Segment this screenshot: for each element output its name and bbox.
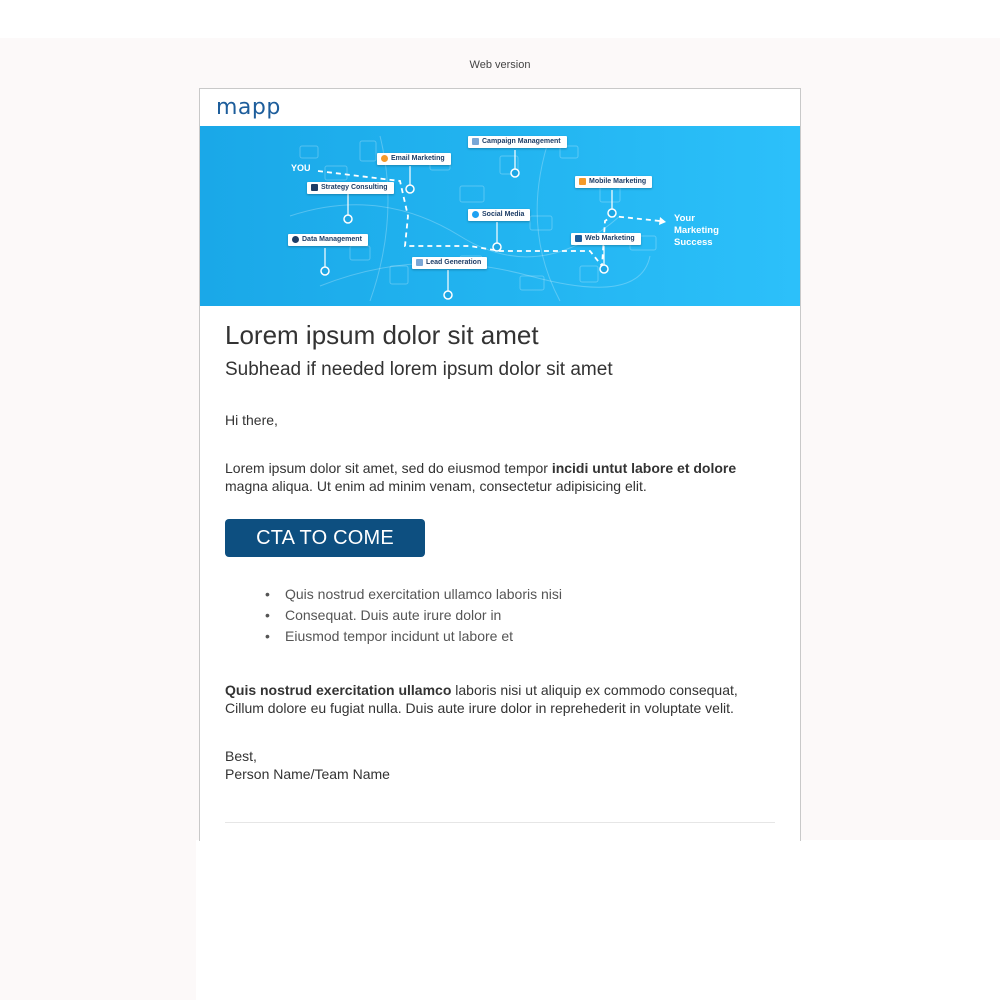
signature: Person Name/Team Name [225, 766, 390, 782]
email-card [199, 88, 801, 841]
logo-text: mapp [216, 95, 281, 120]
calendar-icon [472, 138, 479, 145]
body-paragraph: Quis nostrud exercitation ullamco laboris nisi ut aliquip ex commodo consequat, Cillum dolore eu fugiat nulla. Duis aute irure dolor in reprehederit in voluptate velit. [225, 682, 738, 716]
divider [225, 822, 775, 823]
hero-success-text: Your Marketing Success [674, 213, 719, 248]
email-icon [381, 155, 388, 162]
hero-label-strategy: Strategy Consulting [307, 182, 394, 194]
list-item: • Consequat. Duis aute irure dolor in [285, 605, 785, 626]
web-icon [575, 235, 582, 242]
hero-label-social: Social Media [468, 209, 530, 221]
logo[interactable] [216, 95, 281, 123]
hero-label-lead: Lead Generation [412, 257, 487, 269]
list-item: • Eiusmod tempor incidunt ut labore et [285, 626, 785, 647]
hero-label-mobile: Mobile Marketing [575, 176, 652, 188]
email-title: Lorem ipsum dolor sit amet [225, 320, 539, 350]
signoff: Best, Person Name/Team Name [225, 748, 390, 782]
mobile-icon [579, 178, 586, 185]
twitter-icon [472, 211, 479, 218]
bullet-list [225, 584, 785, 647]
greeting: Hi there, [225, 412, 278, 428]
hero-label-data: Data Management [288, 234, 368, 246]
web-version-link[interactable]: Web version [469, 59, 531, 71]
data-icon [292, 236, 299, 243]
hero-label-campaign: Campaign Management [468, 136, 567, 148]
list-item: • Quis nostrud exercitation ullamco laboris nisi [285, 584, 785, 605]
intro-paragraph: Lorem ipsum dolor sit amet, sed do eiusmod tempor incidi untut labore et dolore magna aliqua. Ut enim ad minim venam, consectetur adipisicing elit. [225, 460, 737, 494]
hero-label-email: Email Marketing [377, 153, 451, 165]
strategy-icon [311, 184, 318, 191]
cta-button[interactable]: CTA TO COME [225, 519, 425, 557]
lead-icon [416, 259, 423, 266]
hero-banner [200, 126, 800, 306]
hero-you-label: YOU [291, 163, 311, 173]
page-background-lower [0, 840, 196, 1000]
email-subhead: Subhead if needed lorem ipsum dolor sit amet [225, 359, 613, 380]
hero-label-web: Web Marketing [571, 233, 641, 245]
